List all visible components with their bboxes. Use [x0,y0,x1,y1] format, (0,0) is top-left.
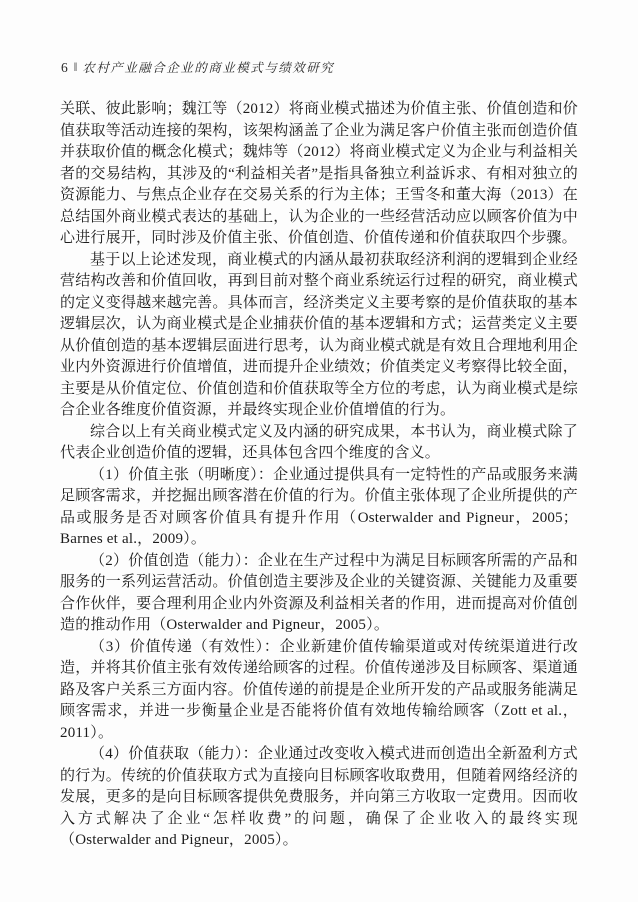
paragraph-value-delivery: （3）价值传递（有效性）：企业新建价值传输渠道或对传统渠道进行改造，并将其价值主张有效传递给顾客的过程。价值传递涉及目标顾客、渠道通路及客户关系三方面内容。价值传递的前提是企业所开发的产品或服务能满足顾客需求，并进一步衡量企业是否能将价值有效地传输给顾客（Zott et al.，2011）。 [60,638,578,741]
paragraph-four-dimensions-intro: 综合以上有关商业模式定义及内涵的研究成果，本书认为，商业模式除了代表企业创造价值的逻辑，还具体包含四个维度的含义。 [60,423,578,461]
paragraph-continuation: 关联、彼此影响；魏江等（2012）将商业模式描述为价值主张、价值创造和价值获取等活动连接的架构，该架构涵盖了企业为满足客户价值主张而创造价值并获取价值的概念化模式；魏炜等（2012）将商业模式定义为企业与利益相关者的交易结构，其涉及的“利益相关者”是指具备独立利益诉求、有相对独立的资源能力、与焦点企业存在交易关系的行为主体；王雪冬和董大海（2013）在总结国外商业模式表达的基础上，认为企业的一些经营活动应以顾客价值为中心进行展开，同时涉及价值主张、价值创造、价值传递和价值获取四个步骤。 [60,101,578,246]
header-separator-icon: ‖ [73,60,78,74]
paragraph-value-creation: （2）价值创造（能力）：企业在生产过程中为满足目标顾客所需的产品和服务的一系列运营活动。价值创造主要涉及企业的关键资源、关键能力及重要合作伙伴，要合理利用企业内外资源及利益相关者的作用，进而提高对价值创造的推动作用（Osterwalder and Pigneur，2005）。 [60,552,578,633]
page-number: 6 [61,60,68,75]
page-body [60,99,578,852]
page-header [61,60,334,76]
paragraph-summary-definitions: 基于以上论述发现，商业模式的内涵从最初获取经济利润的逻辑到企业经营结构改善和价值回收，再到目前对整个商业系统运行过程的研究，商业模式的定义变得越来越完善。具体而言，经济类定义主要考察的是价值获取的基本逻辑层次，认为商业模式是企业捕获价值的基本逻辑和方式；运营类定义主要从价值创造的基本逻辑层面进行思考，认为商业模式就是有效且合理地利用企业内外资源进行价值增值，进而提升企业绩效；价值类定义考察得比较全面，主要是从价值定位、价值创造和价值获取等全方位的考虑，认为商业模式是综合企业各维度价值资源，并最终实现企业价值增值的行为。 [60,251,578,418]
running-title: 农村产业融合企业的商业模式与绩效研究 [82,61,335,75]
paragraph-value-capture: （4）价值获取（能力）：企业通过改变收入模式进而创造出全新盈利方式的行为。传统的价值获取方式为直接向目标顾客收取费用，但随着网络经济的发展，更多的是向目标顾客提供免费服务，并向第三方收取一定费用。因而收入方式解决了企业“怎样收费”的问题，确保了企业收入的最终实现（Osterwalder and Pigneur，2005）。 [60,746,578,848]
paragraph-value-proposition: （1）价值主张（明晰度）：企业通过提供具有一定特性的产品或服务来满足顾客需求，并挖掘出顾客潜在价值的行为。价值主张体现了企业所提供的产品或服务是否对顾客价值具有提升作用（Osterwalder and Pigneur，2005；Barnes et al.，2009）。 [60,466,578,547]
